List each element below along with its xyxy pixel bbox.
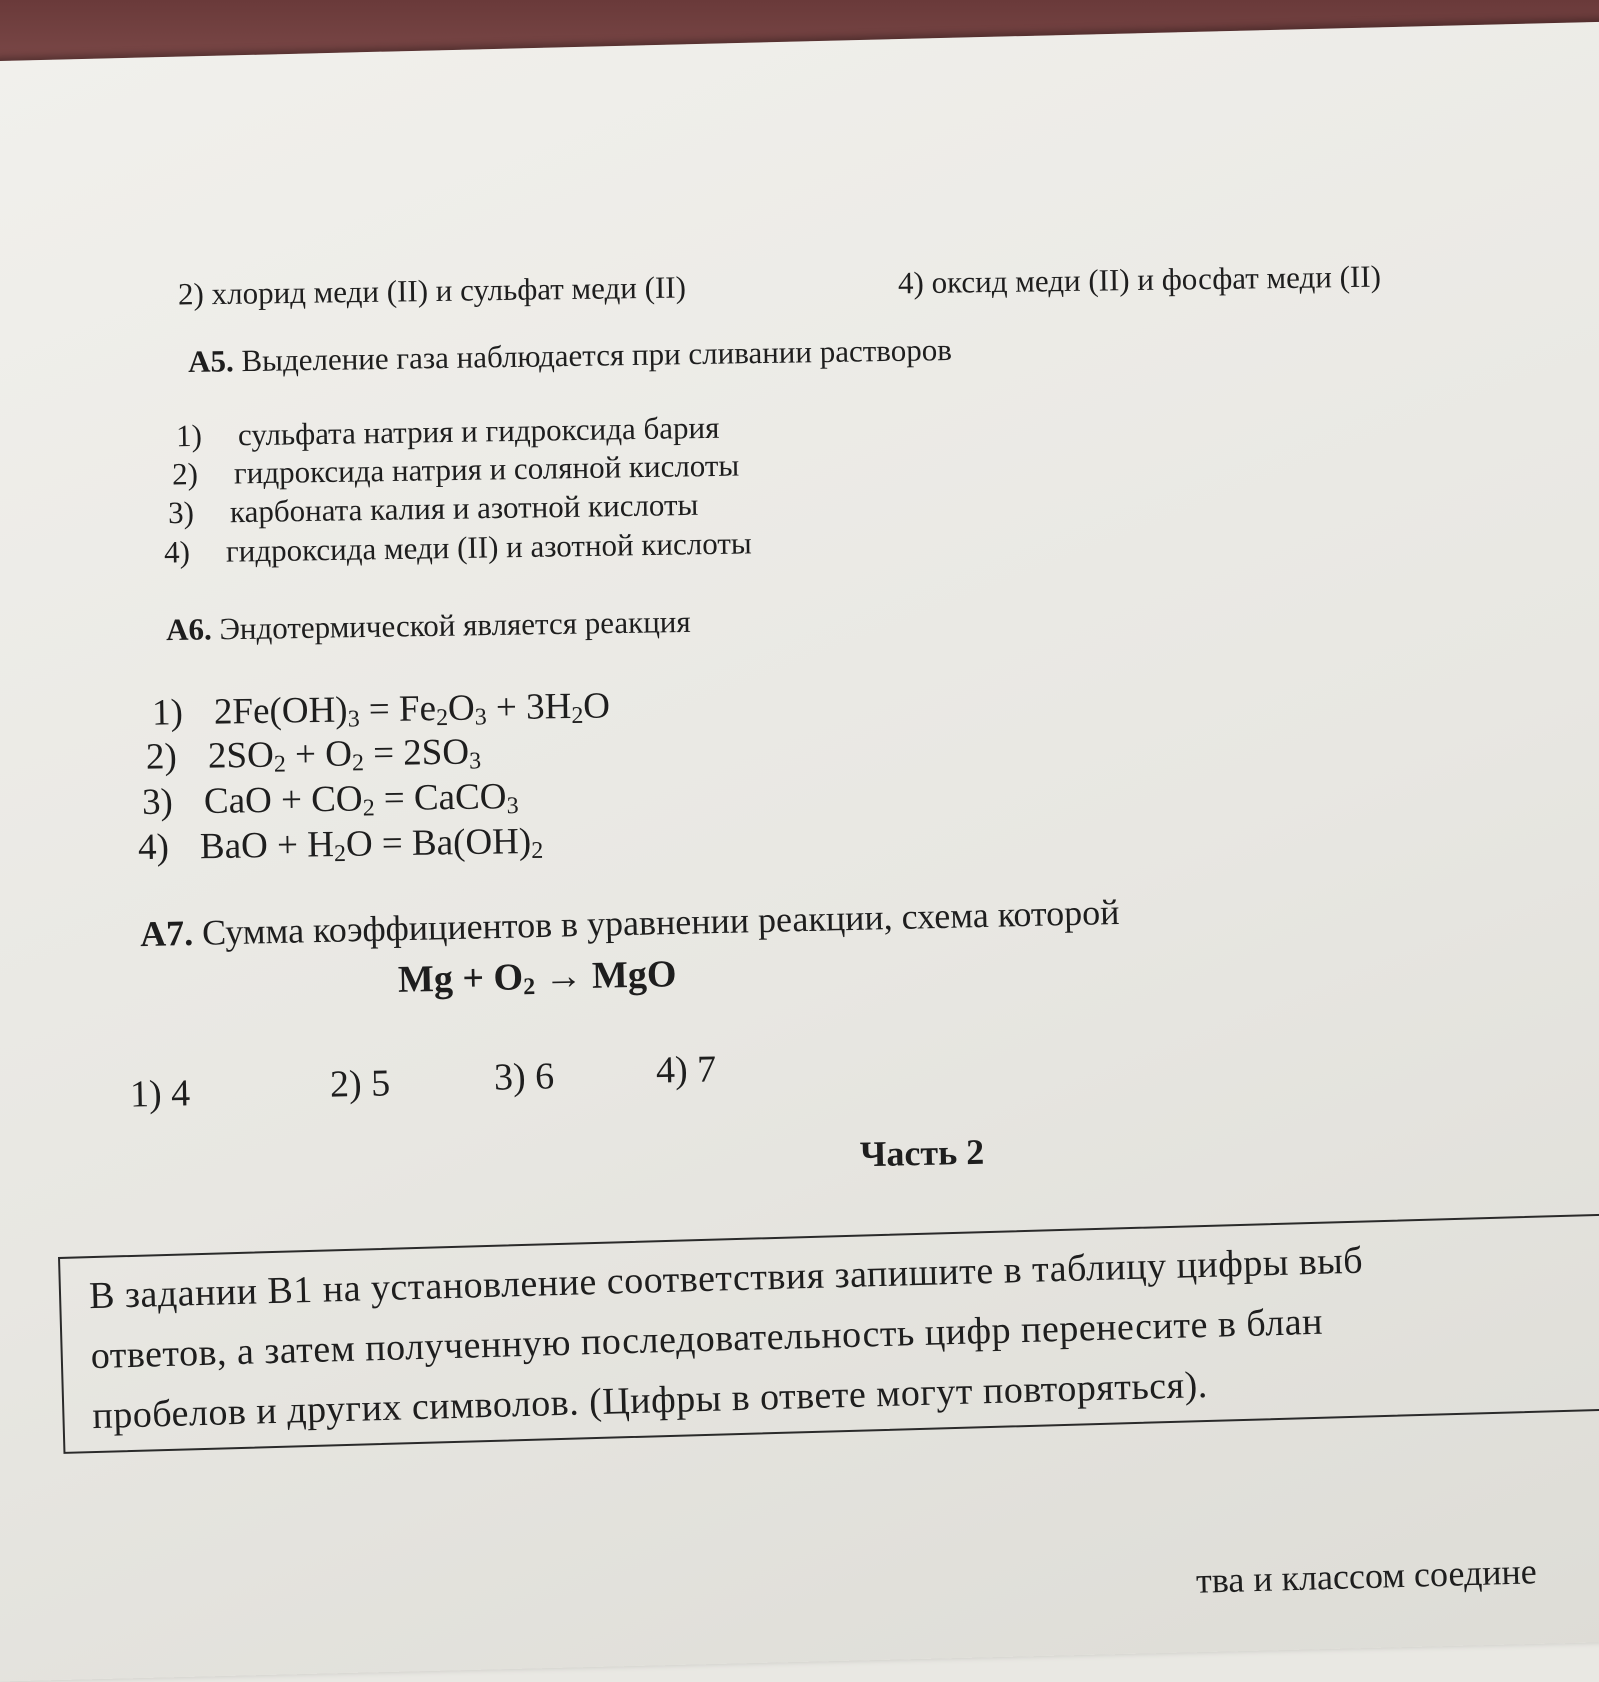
part-2-heading: Часть 2 [859,1131,985,1175]
a5-option-text: карбоната калия и азотной кислоты [229,486,699,530]
a5-option-text: гидроксида меди (II) и азотной кислоты [225,525,752,569]
question-a6-text: Эндотермической является реакция [219,603,691,647]
a6-option [142,775,519,826]
a6-option-number: 2) [145,736,178,778]
instruction-line: В задании В1 на установление соответствия запишите в таблицу цифры выб [88,1239,1364,1318]
question-a6 [166,604,691,648]
instruction-box [58,1212,1599,1454]
a5-option [172,448,740,493]
a5-option-number: 4) [163,534,191,570]
a6-option-number: 4) [137,826,170,869]
equation-2: $2SO_2 + O_2 = 2SO_3$ [207,731,482,778]
a6-option [138,820,544,871]
instruction-line: ответов, а затем полученную последовательность цифр перенесите в блан [90,1300,1324,1378]
question-a7-text: Сумма коэффициентов в уравнении реакции, схема которой [201,891,1120,953]
a5-option [168,487,699,531]
question-a7 [140,891,1120,955]
equation-3: CaO + $CO_2$ = CaCO$_3$ [203,776,519,822]
a6-option [146,730,482,780]
a5-option [176,410,720,455]
a7-answer: 1) 4 [129,1072,191,1116]
a7-answer: 3) 6 [493,1055,555,1099]
bottom-text-fragment: тва и классом соедине [1195,1551,1538,1601]
a5-option-text: гидроксида натрия и соляной кислоты [233,447,740,491]
a7-answer: 4) 7 [655,1048,717,1092]
question-a6-label: А6. [165,611,212,648]
question-a5 [188,332,952,380]
a5-option-number: 2) [171,456,199,492]
a7-answer: 2) 5 [329,1062,391,1106]
reaction-scheme: $Mg + O_2$ → MgO [397,953,677,1001]
instruction-line: пробелов и других символов. (Цифры в ответе могут повторяться). [91,1363,1209,1438]
a5-option-number: 3) [167,494,195,531]
a6-option-number: 1) [151,692,184,734]
a5-option-number: 1) [175,417,203,454]
a5-option [164,525,752,570]
a6-option-number: 3) [141,781,174,823]
question-a5-text: Выделение газа наблюдается при сливании растворов [241,332,953,379]
prev-option-4: 4) оксид меди (II) и фосфат меди (II) [897,258,1382,301]
a6-option [152,684,611,736]
instruction-text [60,1214,1599,1447]
question-a7-label: А7. [139,912,194,955]
a5-option-text: сульфата натрия и гидроксида бария [237,409,720,453]
equation-1: $2Fe(OH)_3 = Fe_2O_3 + 3H_2O$ [213,685,611,733]
equation-4: BaO + $H_2O = Ba(OH)_2$ [199,821,544,868]
question-a5-label: А5. [187,343,234,379]
prev-option-2: 2) хлорид меди (II) и сульфат меди (II) [177,269,687,312]
